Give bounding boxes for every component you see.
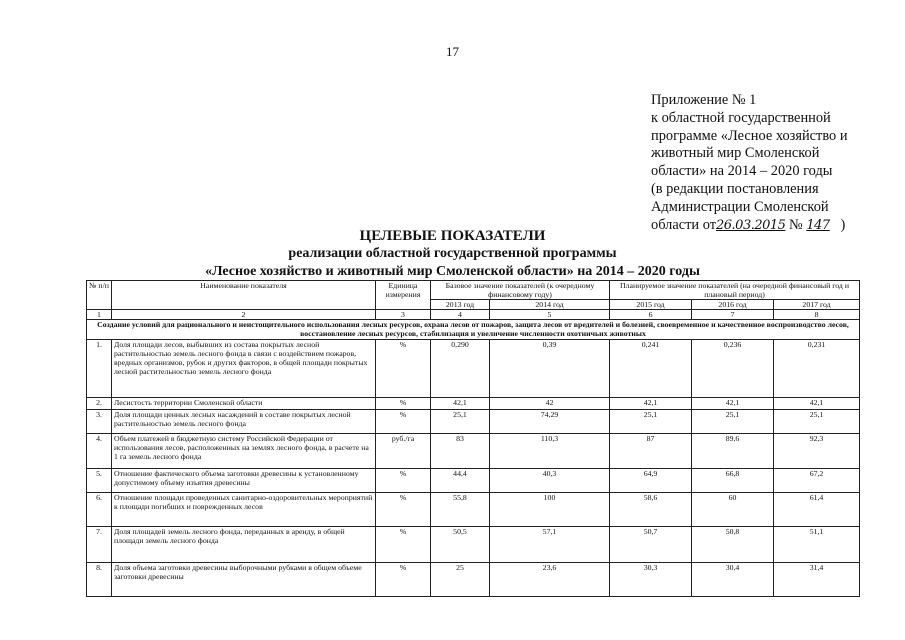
value-2013: 0,290	[431, 339, 490, 397]
value-2014: 110,3	[490, 433, 610, 468]
col-number: 6	[610, 310, 692, 320]
row-number: 2.	[87, 397, 112, 409]
table-body	[87, 339, 860, 596]
appendix-line: к областной государственной	[651, 109, 831, 126]
row-number: 6.	[87, 492, 112, 526]
doc-program-name: «Лесное хозяйство и животный мир Смоленской области» на 2014 – 2020 годы	[205, 264, 700, 279]
col-number: 3	[376, 310, 431, 320]
column-number-row	[87, 310, 860, 320]
value-2017: 67,2	[774, 468, 860, 492]
table-row	[87, 526, 860, 562]
value-2017: 51,1	[774, 526, 860, 562]
indicator-name: Доля площади лесов, выбывших из состава покрытых лесной растительностью земель лесного фонда в связи с воздействием пожаров, вредных организмов, рубок и других факторов, в общей площади покрытых лесной растительностью земель лесного фонда	[112, 339, 376, 397]
header-year: 2013 год	[431, 300, 490, 310]
appendix-line: (в редакции постановления	[651, 180, 819, 197]
value-2015: 64,9	[610, 468, 692, 492]
indicator-name: Доля площади ценных лесных насаждений в составе покрытых лесной растительностью земель лесного фонда	[112, 409, 376, 433]
indicator-name: Отношение фактического объема заготовки древесины к установленному допустимому объему изъятия древесины	[112, 468, 376, 492]
table-row	[87, 339, 860, 397]
value-2013: 42,1	[431, 397, 490, 409]
table-row	[87, 397, 860, 409]
row-number: 5.	[87, 468, 112, 492]
doc-subtitle: реализации областной государственной программы	[288, 246, 617, 261]
col-number: 4	[431, 310, 490, 320]
header-row	[87, 281, 860, 300]
value-2017: 92,3	[774, 433, 860, 468]
unit: руб./га	[376, 433, 431, 468]
value-2017: 0,231	[774, 339, 860, 397]
unit: %	[376, 526, 431, 562]
header-base: Базовое значение показателей (к очередному финансовому году)	[431, 281, 610, 300]
indicator-name: Доля объема заготовки древесины выборочными рубками в общем объеме заготовки древесины	[112, 562, 376, 596]
value-2014: 74,29	[490, 409, 610, 433]
value-2016: 89,6	[692, 433, 774, 468]
appendix-line: Приложение № 1	[651, 92, 757, 108]
value-2017: 25,1	[774, 409, 860, 433]
appendix-line: программе «Лесное хозяйство и	[651, 127, 848, 144]
unit: %	[376, 468, 431, 492]
value-2016: 30,4	[692, 562, 774, 596]
value-2015: 0,241	[610, 339, 692, 397]
indicators-table	[86, 280, 860, 597]
value-2013: 25,1	[431, 409, 490, 433]
value-2014: 100	[490, 492, 610, 526]
unit: %	[376, 409, 431, 433]
indicator-name: Объем платежей в бюджетную систему Российской Федерации от использования лесов, расположенных на землях лесного фонда, в расчете на 1 га земель лесного фонда	[112, 433, 376, 468]
header-unit: Единица измерения	[376, 281, 431, 310]
col-number: 5	[490, 310, 610, 320]
unit: %	[376, 492, 431, 526]
value-2015: 42,1	[610, 397, 692, 409]
value-2015: 58,6	[610, 492, 692, 526]
value-2017: 42,1	[774, 397, 860, 409]
table-row	[87, 409, 860, 433]
value-2013: 44,4	[431, 468, 490, 492]
value-2014: 42	[490, 397, 610, 409]
section-title: Создание условий для рационального и неистощительного использования лесных ресурсов, охрана лесов от пожаров, защита лесов от вредителей и болезней, своевременное и качественное воспроизводство лесов, восстановление лесных ресурсов, стабилизация и увеличение численности охотничьих животных	[87, 320, 860, 339]
handwritten-date: 26.03.2015	[716, 217, 786, 233]
value-2016: 60	[692, 492, 774, 526]
number-label: №	[785, 216, 807, 233]
unit: %	[376, 339, 431, 397]
header-num: № п/п	[87, 281, 112, 310]
value-2014: 0,39	[490, 339, 610, 397]
value-2016: 25,1	[692, 409, 774, 433]
appendix-line: Администрации Смоленской	[651, 198, 829, 215]
header-year: 2014 год	[490, 300, 610, 310]
appendix-line: области» на 2014 – 2020 годы	[651, 163, 833, 180]
header-year: 2017 год	[774, 300, 860, 310]
value-2016: 42,1	[692, 397, 774, 409]
row-number: 4.	[87, 433, 112, 468]
value-2015: 30,3	[610, 562, 692, 596]
row-number: 3.	[87, 409, 112, 433]
value-2015: 50,7	[610, 526, 692, 562]
indicator-name: Доля площадей земель лесного фонда, переданных в аренду, в общей площади земель лесного фонда	[112, 526, 376, 562]
table-row	[87, 468, 860, 492]
value-2017: 61,4	[774, 492, 860, 526]
value-2017: 31,4	[774, 562, 860, 596]
indicator-name: Отношение площади проведенных санитарно-оздоровительных мероприятий к площади погибших и поврежденных лесов	[112, 492, 376, 526]
table-row	[87, 562, 860, 596]
header-planned: Планируемое значение показателей (на очередной финансовый год и плановый период)	[610, 281, 860, 300]
value-2013: 25	[431, 562, 490, 596]
indicator-name: Лесистость территории Смоленской области	[112, 397, 376, 409]
header-year: 2015 год	[610, 300, 692, 310]
close-paren: )	[829, 216, 846, 233]
value-2013: 83	[431, 433, 490, 468]
table-row	[87, 433, 860, 468]
row-number: 1.	[87, 339, 112, 397]
unit: %	[376, 562, 431, 596]
header-name: Наименование показателя	[112, 281, 376, 310]
value-2015: 87	[610, 433, 692, 468]
handwritten-number: 147	[806, 217, 830, 233]
table-row	[87, 492, 860, 526]
value-2016: 50,8	[692, 526, 774, 562]
appendix-line: животный мир Смоленской	[651, 145, 820, 162]
appendix-prefix: области от	[651, 216, 716, 233]
header-year: 2016 год	[692, 300, 774, 310]
col-number: 1	[87, 310, 112, 320]
row-number: 7.	[87, 526, 112, 562]
value-2013: 50,5	[431, 526, 490, 562]
value-2014: 40,3	[490, 468, 610, 492]
value-2016: 66,8	[692, 468, 774, 492]
value-2016: 0,236	[692, 339, 774, 397]
section-row	[87, 320, 860, 339]
col-number: 2	[112, 310, 376, 320]
doc-title: ЦЕЛЕВЫЕ ПОКАЗАТЕЛИ	[359, 228, 546, 244]
col-number: 8	[774, 310, 860, 320]
page-number: 17	[446, 44, 459, 59]
col-number: 7	[692, 310, 774, 320]
value-2013: 55,8	[431, 492, 490, 526]
row-number: 8.	[87, 562, 112, 596]
value-2014: 57,1	[490, 526, 610, 562]
appendix-note	[651, 92, 891, 234]
value-2015: 25,1	[610, 409, 692, 433]
value-2014: 23,6	[490, 562, 610, 596]
unit: %	[376, 397, 431, 409]
